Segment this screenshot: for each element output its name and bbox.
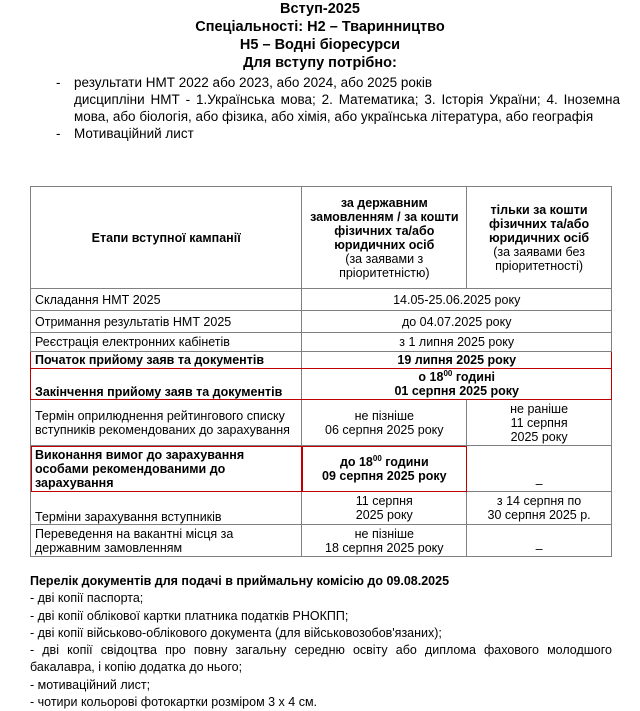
table-row [31, 311, 612, 333]
requirement-line: дисципліни НМТ - 1.Українська мова; 2. Математика; 3. Історія України; 4. Іноземна мова, або біологія, або фізика, або хімія, або українська література, або географія [74, 92, 620, 124]
header-state-bold: за державним замовленням / за кошти фізичних та/або юридичних осіб [310, 195, 459, 252]
date-line: 01 серпня 2025 року [394, 384, 519, 398]
table-row [31, 492, 612, 525]
table-row [31, 400, 612, 446]
date-cell: з 1 липня 2025 року [302, 333, 612, 352]
stage-cell: Закінчення прийому заяв та документів [31, 369, 302, 400]
documents-section [30, 573, 612, 711]
date-line: 09 серпня 2025 року [322, 468, 447, 483]
table-row-highlighted [31, 369, 612, 400]
list-dash: - [56, 126, 61, 141]
paid-date-cell: – [467, 525, 612, 557]
list-item: - чотири кольорові фотокартки розміром 3 х 4 см. [30, 695, 318, 710]
requirement-item-2 [0, 125, 640, 142]
list-item: - мотиваційний лист; [30, 677, 151, 692]
header-paid-note: (за заявами без пріоритетності) [493, 244, 585, 273]
header-paid-only [467, 187, 612, 289]
stage-cell: Термін оприлюднення рейтингового списку вступників рекомендованих до зарахування [31, 400, 302, 446]
table-row [31, 446, 612, 492]
stage-cell: Переведення на вакантні місця за державним замовленням [31, 525, 302, 557]
time-prefix: до 18 [339, 454, 373, 469]
date-cell [302, 369, 612, 400]
stage-cell: Отримання результатів НМТ 2025 [31, 311, 302, 333]
header-state-note: (за заявами з пріоритетністю) [339, 251, 430, 280]
time-suffix: годині [452, 370, 495, 384]
admission-stages-table [30, 186, 612, 557]
header-state-order [302, 187, 467, 289]
state-date-cell [302, 446, 467, 492]
table-header-row [31, 187, 612, 289]
list-item: - дві копії паспорта; [30, 591, 144, 606]
paid-date-cell: з 14 серпня по 30 серпня 2025 р. [467, 492, 612, 525]
stage-cell: Початок прийому заяв та документів [31, 352, 302, 369]
stage-cell: Складання НМТ 2025 [31, 289, 302, 311]
stage-cell: Реєстрація електронних кабінетів [31, 333, 302, 352]
specialties-line-1: Спеціальності: Н2 – Тваринництво [195, 19, 445, 35]
date-cell: 19 липня 2025 року [302, 352, 612, 369]
state-date-cell: не пізніше 18 серпня 2025 року [302, 525, 467, 557]
table-row-highlighted [31, 352, 612, 369]
table-row [31, 525, 612, 557]
time-minutes: 00 [443, 368, 453, 378]
time-suffix: години [381, 454, 429, 469]
specialties-line-2: Н5 – Водні біоресурси [239, 37, 401, 53]
list-item: - дві копії свідоцтва про повну загальну середню освіту або диплома фахового молодшого бакалавра, і копію додатка до нього; [30, 643, 612, 675]
paid-date-cell: – [467, 446, 612, 492]
paid-date-cell: не раніше 11 серпня 2025 року [467, 400, 612, 446]
date-cell: до 04.07.2025 року [302, 311, 612, 333]
time-prefix: о 18 [418, 370, 444, 384]
requirement-line: результати НМТ 2022 або 2023, або 2024, або 2025 років [74, 75, 433, 90]
table-row [31, 333, 612, 352]
list-dash: - [56, 75, 61, 90]
list-item: - дві копії військово-облікового документа (для військовозобов'язаних); [30, 625, 442, 640]
state-date-cell: не пізніше 06 серпня 2025 року [302, 400, 467, 446]
documents-heading: Перелік документів для подачі в приймальну комісію до 09.08.2025 [30, 574, 450, 588]
stage-cell: Виконання вимог до зарахування особами рекомендованими до зарахування [31, 446, 302, 492]
requirement-line: Мотиваційний лист [74, 126, 194, 141]
document-title: Вступ-2025 [280, 1, 360, 17]
header-stages-label: Етапи вступної кампанії [91, 230, 241, 245]
stage-cell: Терміни зарахування вступників [31, 492, 302, 525]
header-stages [31, 187, 302, 289]
list-item: - дві копії облікової картки платника податків РНОКПП; [30, 608, 349, 623]
time-minutes: 00 [372, 453, 382, 463]
requirement-item-1 [0, 74, 640, 125]
header-paid-bold: тільки за кошти фізичних та/або юридичних осіб [489, 202, 590, 245]
state-date-cell: 11 серпня 2025 року [302, 492, 467, 525]
date-cell: 14.05-25.06.2025 року [302, 289, 612, 311]
requirements-heading: Для вступу потрібно: [243, 55, 397, 71]
table-row [31, 289, 612, 311]
